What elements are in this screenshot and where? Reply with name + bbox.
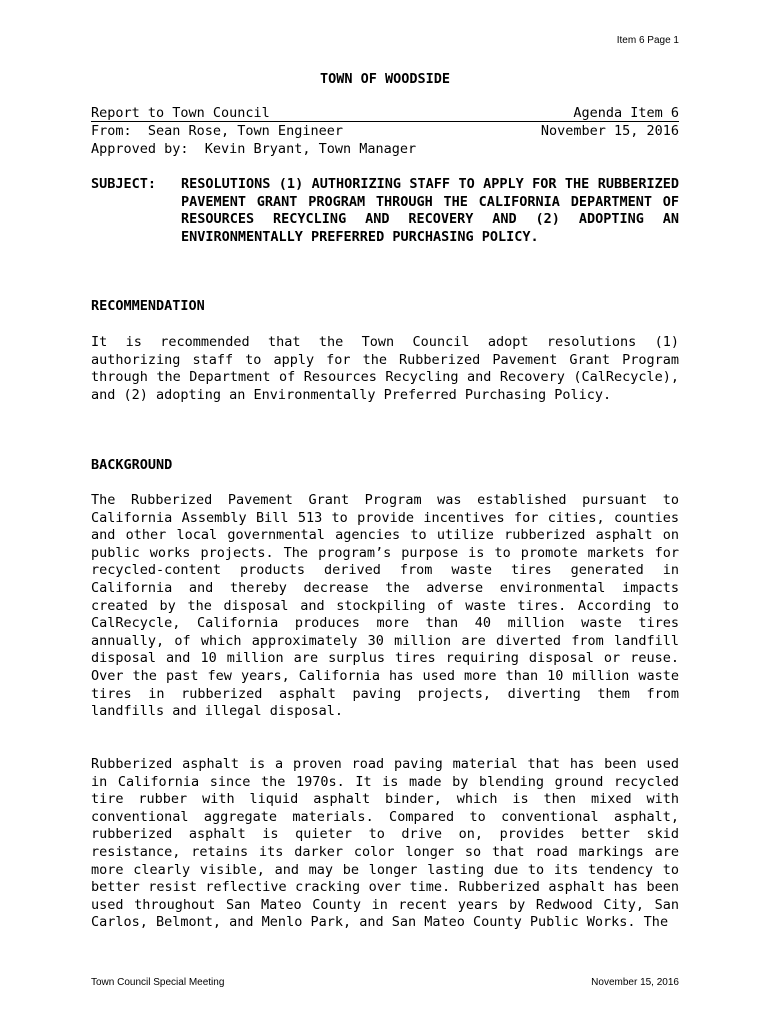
subject-label: SUBJECT: [91,176,157,192]
background-paragraph: Rubberized asphalt is a proven road paving material that has been used in California since the 1970s. It is made by blending ground recycled tire rubber with liquid asphalt binder, which is then mixed with conventional aggregate materials. Compared to conventional asphalt, rubberized asphalt is quieter to drive on, provides better skid resistance, retains its darker color longer so that road markings are more clearly visible, and may be longer lasting due to its tendency to better resist reflective cracking over time. Rubberized asphalt has been used throughout San Mateo County in recent years by Redwood City, San Carlos, Belmont, and Menlo Park, and San Mateo County Public Works. The [91,756,679,931]
footer-date: November 15, 2016 [591,977,679,988]
page-label: Item 6 Page 1 [616,35,679,46]
document-title: TOWN OF WOODSIDE [319,71,451,87]
subject-text: RESOLUTIONS (1) AUTHORIZING STAFF TO APPLY FOR THE RUBBERIZED PAVEMENT GRANT PROGRAM THROUGH THE CALIFORNIA DEPARTMENT OF RESOURCES RECYCLING AND RECOVERY AND (2) ADOPTING AN ENVIRONMENTALLY PREFERRED PURCHASING POLICY. [181,176,679,245]
background-paragraph: The Rubberized Pavement Grant Program was established pursuant to California Assembly Bill 513 to provide incentives for cities, counties and other local governmental agencies to utilize rubberized asphalt on public works projects. The program’s purpose is to promote markets for recycled-content products derived from waste tires generated in California and thereby decrease the adverse environmental impacts created by the disposal and stockpiling of waste tires. According to CalRecycle, California produces more than 40 million waste tires annually, of which approximately 30 million are diverted from landfill disposal and 10 million are surplus tires requiring disposal or reuse. Over the past few years, California has used more than 10 million waste tires in rubberized asphalt paving projects, diverting them from landfills and illegal disposal. [91,492,679,720]
approved-row [91,141,679,157]
report-to: Report to Town Council [91,105,270,121]
subject-block [91,176,679,246]
from-row [91,123,679,139]
footer-meeting: Town Council Special Meeting [91,977,225,988]
report-header-row [91,105,679,122]
recommendation-heading: RECOMMENDATION [91,298,205,314]
agenda-item: Agenda Item 6 [573,105,679,121]
report-date: November 15, 2016 [540,123,679,139]
background-heading: BACKGROUND [91,457,173,473]
from-line: From: Sean Rose, Town Engineer [91,123,343,139]
recommendation-paragraph: It is recommended that the Town Council adopt resolutions (1) authorizing staff to apply for the Rubberized Pavement Grant Program through the Department of Resources Recycling and Recovery (CalRecycle), and (2) adopting an Environmentally Preferred Purchasing Policy. [91,334,679,403]
approved-by: Approved by: Kevin Bryant, Town Manager [91,141,417,157]
